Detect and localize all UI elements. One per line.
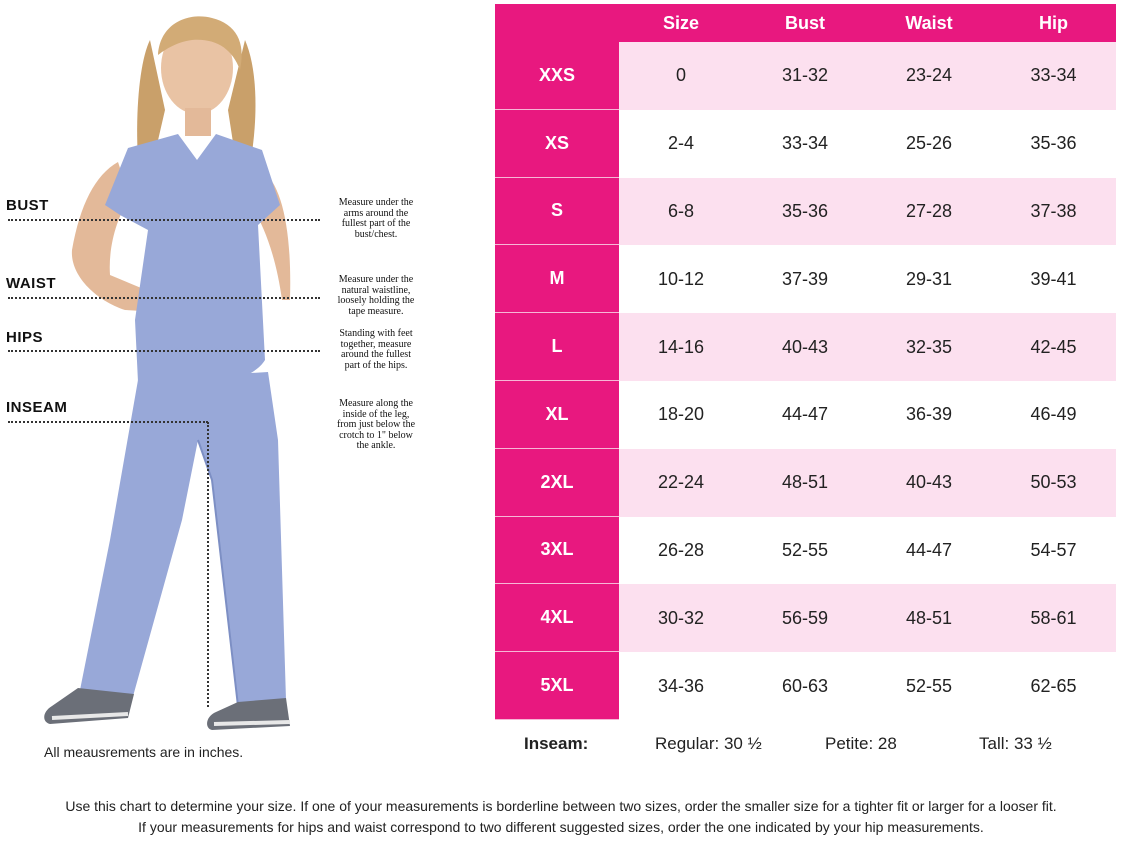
cell-bust: 52-55: [781, 539, 829, 560]
waist-instructions: [322, 275, 430, 317]
cell-hip: 33-34: [1030, 65, 1077, 86]
table-row: [495, 42, 1116, 110]
bust-instructions: [322, 198, 430, 240]
table-row: [495, 517, 1116, 585]
inseam-instructions: [322, 399, 430, 452]
cell-size-number: 26-28: [657, 539, 705, 560]
cell-size-label: 2XL: [495, 449, 619, 517]
table-row: [495, 449, 1116, 517]
cell-bust: 56-59: [781, 607, 829, 628]
cell-size-label: 3XL: [495, 517, 619, 585]
bust-note-line: Measure under the: [338, 197, 414, 208]
cell-waist: 48-51: [905, 607, 953, 628]
cell-size-label: L: [495, 313, 619, 381]
cell-waist: 40-43: [905, 472, 953, 493]
footer-line-1: Use this chart to determine your size. If one of your measurements is borderline between two sizes, order the smaller size for a tighter fit or larger for a looser fit.: [65, 798, 1057, 814]
cell-waist: 36-39: [905, 404, 953, 425]
cell-waist: 23-24: [905, 65, 953, 86]
cell-bust: 60-63: [781, 675, 829, 696]
table-row: [495, 178, 1116, 246]
hips-guide-line: [8, 350, 320, 352]
waist-label: WAIST: [6, 275, 56, 292]
cell-size-number: 14-16: [657, 336, 705, 357]
waist-note-line: natural waistline,: [341, 284, 411, 296]
units-note: All meausrements are in inches.: [44, 744, 244, 760]
cell-size-number: 0: [675, 65, 686, 86]
inseam-petite: Petite: 28: [825, 734, 897, 753]
inseam-tall: Tall: 33 ½: [979, 734, 1052, 753]
cell-hip: 62-65: [1030, 675, 1077, 696]
cell-hip: 50-53: [1030, 472, 1077, 493]
cell-size-number: 18-20: [657, 404, 705, 425]
cell-size-label: XL: [495, 381, 619, 449]
bust-label: BUST: [6, 197, 49, 214]
cell-hip: 46-49: [1030, 404, 1077, 425]
waist-note-line: tape measure.: [348, 305, 404, 317]
cell-bust: 31-32: [781, 65, 829, 86]
table-header-row: [495, 4, 1116, 42]
cell-bust: 48-51: [781, 472, 829, 493]
cell-size-label: M: [495, 245, 619, 313]
inseam-lengths: [495, 734, 1116, 758]
cell-waist: 25-26: [905, 133, 953, 154]
cell-size-label: XXS: [495, 42, 619, 110]
inseam-note-line: from just below the: [336, 419, 416, 430]
header-size: Size: [662, 13, 700, 33]
table-row: [495, 313, 1116, 381]
hips-note-line: together, measure: [340, 338, 412, 350]
bust-guide-line: [8, 219, 320, 221]
cell-size-number: 30-32: [657, 607, 705, 628]
cell-size-label: 4XL: [495, 584, 619, 652]
inseam-note-line: inside of the leg,: [342, 408, 410, 420]
cell-waist: 27-28: [905, 200, 953, 221]
cell-size-number: 2-4: [667, 133, 694, 154]
waist-note-line: loosely holding the: [337, 295, 415, 306]
inseam-guide-line: [8, 421, 208, 423]
header-hip: Hip: [1039, 13, 1068, 33]
table-row: [495, 584, 1116, 652]
cell-waist: 29-31: [905, 268, 953, 289]
bust-note-line: bust/chest.: [354, 228, 398, 240]
inseam-note-line: crotch to 1" below: [339, 429, 413, 441]
hips-note-line: around the fullest: [341, 349, 411, 360]
inseam-note-line: Measure along the: [339, 398, 413, 409]
inseam-label: INSEAM: [6, 399, 68, 416]
bust-note-line: arms around the: [343, 207, 409, 219]
model-illustration: [0, 0, 330, 745]
sizing-instructions: [0, 796, 1122, 838]
cell-waist: 32-35: [905, 336, 953, 357]
cell-waist: 44-47: [905, 539, 953, 560]
cell-size-number: 34-36: [657, 675, 705, 696]
cell-size-number: 10-12: [657, 268, 705, 289]
cell-bust: 44-47: [781, 404, 829, 425]
hips-label: HIPS: [6, 329, 44, 346]
size-chart-table: [495, 4, 1116, 722]
inseam-note-line: the ankle.: [356, 440, 396, 451]
inseam-vertical-guide: [207, 422, 209, 707]
hips-note-line: part of the hips.: [344, 359, 408, 371]
bust-note-line: fullest part of the: [341, 218, 411, 229]
cell-bust: 40-43: [781, 336, 829, 357]
header-waist: Waist: [905, 13, 953, 33]
waist-guide-line: [8, 297, 320, 299]
cell-waist: 52-55: [905, 675, 953, 696]
cell-bust: 35-36: [781, 200, 829, 221]
hips-note-line: Standing with feet: [339, 328, 413, 339]
cell-size-number: 6-8: [667, 200, 694, 221]
table-row: [495, 245, 1116, 313]
footer-line-2: If your measurements for hips and waist correspond to two different suggested sizes, order the one indicated by your hip measurements.: [138, 819, 984, 835]
header-bust: Bust: [785, 13, 825, 33]
cell-hip: 37-38: [1030, 200, 1077, 221]
hips-instructions: [322, 329, 430, 371]
cell-bust: 37-39: [781, 268, 829, 289]
inseam-regular: Regular: 30 ½: [655, 734, 762, 753]
cell-hip: 39-41: [1030, 268, 1077, 289]
cell-hip: 54-57: [1030, 539, 1077, 560]
inseam-row-label: Inseam:: [524, 734, 589, 753]
cell-size-label: 5XL: [495, 652, 619, 720]
table-row: [495, 381, 1116, 449]
cell-hip: 58-61: [1030, 607, 1077, 628]
table-row: [495, 652, 1116, 720]
cell-hip: 35-36: [1030, 133, 1077, 154]
cell-hip: 42-45: [1030, 336, 1077, 357]
cell-size-label: XS: [495, 110, 619, 178]
cell-size-label: S: [495, 178, 619, 246]
measurement-figure: [0, 0, 470, 770]
cell-size-number: 22-24: [657, 472, 705, 493]
cell-bust: 33-34: [781, 133, 829, 154]
table-row: [495, 110, 1116, 178]
waist-note-line: Measure under the: [338, 274, 414, 285]
